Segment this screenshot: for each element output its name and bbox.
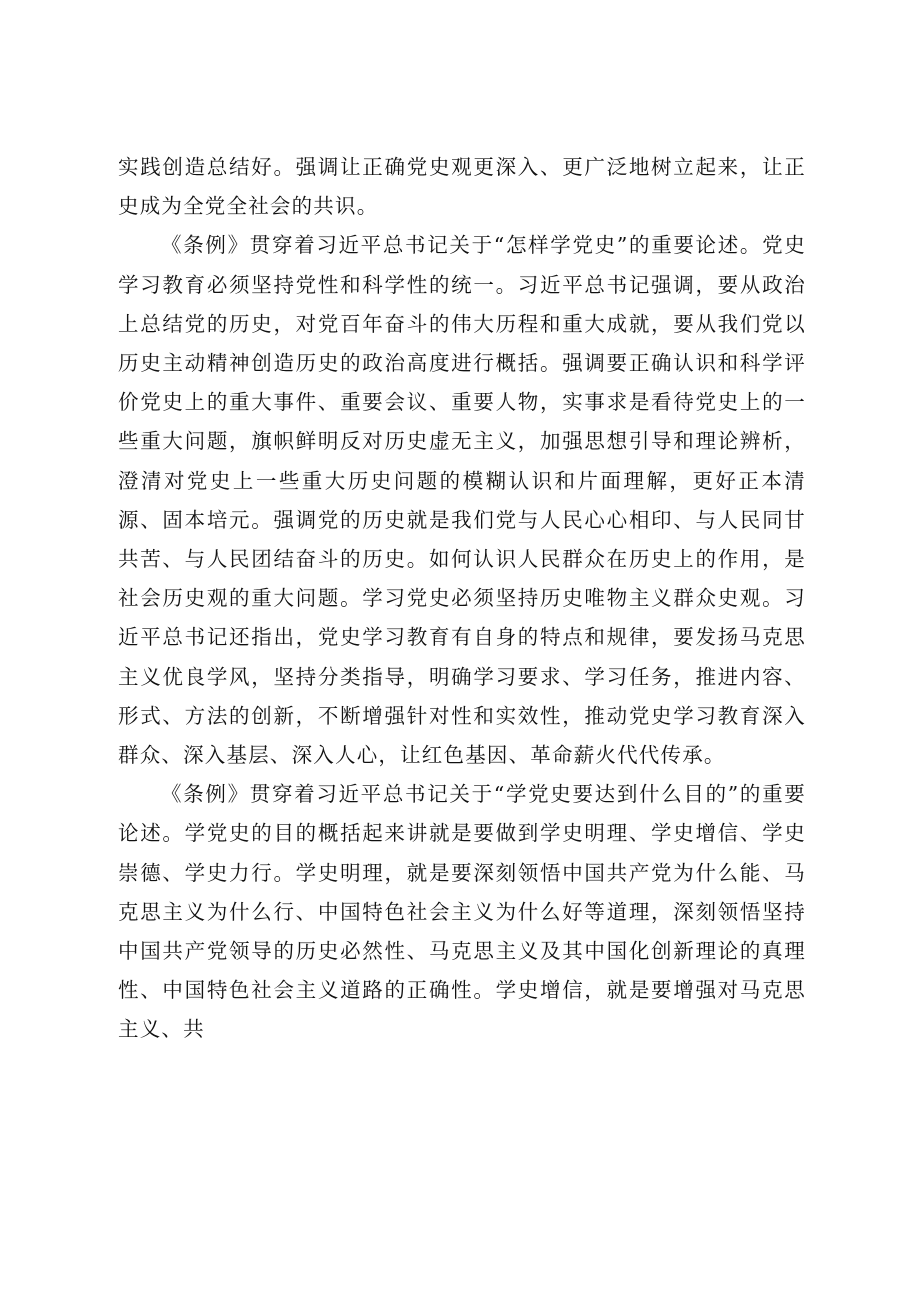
- body-text: [118, 148, 806, 1050]
- paragraph-continuation: 实践创造总结好。强调让正确党史观更深入、更广泛地树立起来，让正史成为全党全社会的共识。: [118, 155, 806, 219]
- paragraph-how-to-study: 《条例》贯穿着习近平总书记关于“怎样学党史”的重要论述。党史学习教育必须坚持党性和科学性的统一。习近平总书记强调，要从政治上总结党的历史，对党百年奋斗的伟大历程和重大成就，要从我们党以历史主动精神创造历史的政治高度进行概括。强调要正确认识和科学评价党史上的重大事件、重要会议、重要人物，实事求是看待党史上的一些重大问题，旗帜鲜明反对历史虚无主义，加强思想引导和理论辨析，澄清对党史上一些重大历史问题的模糊认识和片面理解，更好正本清源、固本培元。强调党的历史就是我们党与人民心心相印、与人民同甘共苦、与人民团结奋斗的历史。如何认识人民群众在历史上的作用，是社会历史观的重大问题。学习党史必须坚持历史唯物主义群众史观。习近平总书记还指出，党史学习教育有自身的特点和规律，要发扬马克思主义优良学风，坚持分类指导，明确学习要求、学习任务，推进内容、形式、方法的创新，不断增强针对性和实效性，推动党史学习教育深入群众、深入基层、深入人心，让红色基因、革命薪火代代传承。: [118, 233, 806, 768]
- paragraph-study-purpose: 《条例》贯穿着习近平总书记关于“学党史要达到什么目的”的重要论述。学党史的目的概括起来讲就是要做到学史明理、学史增信、学史崇德、学史力行。学史明理，就是要深刻领悟中国共产党为什么能、马克思主义为什么行、中国特色社会主义为什么好等道理，深刻领悟坚持中国共产党领导的历史必然性、马克思主义及其中国化创新理论的真理性、中国特色社会主义道路的正确性。学史增信，就是要增强对马克思主义、共: [118, 782, 806, 1042]
